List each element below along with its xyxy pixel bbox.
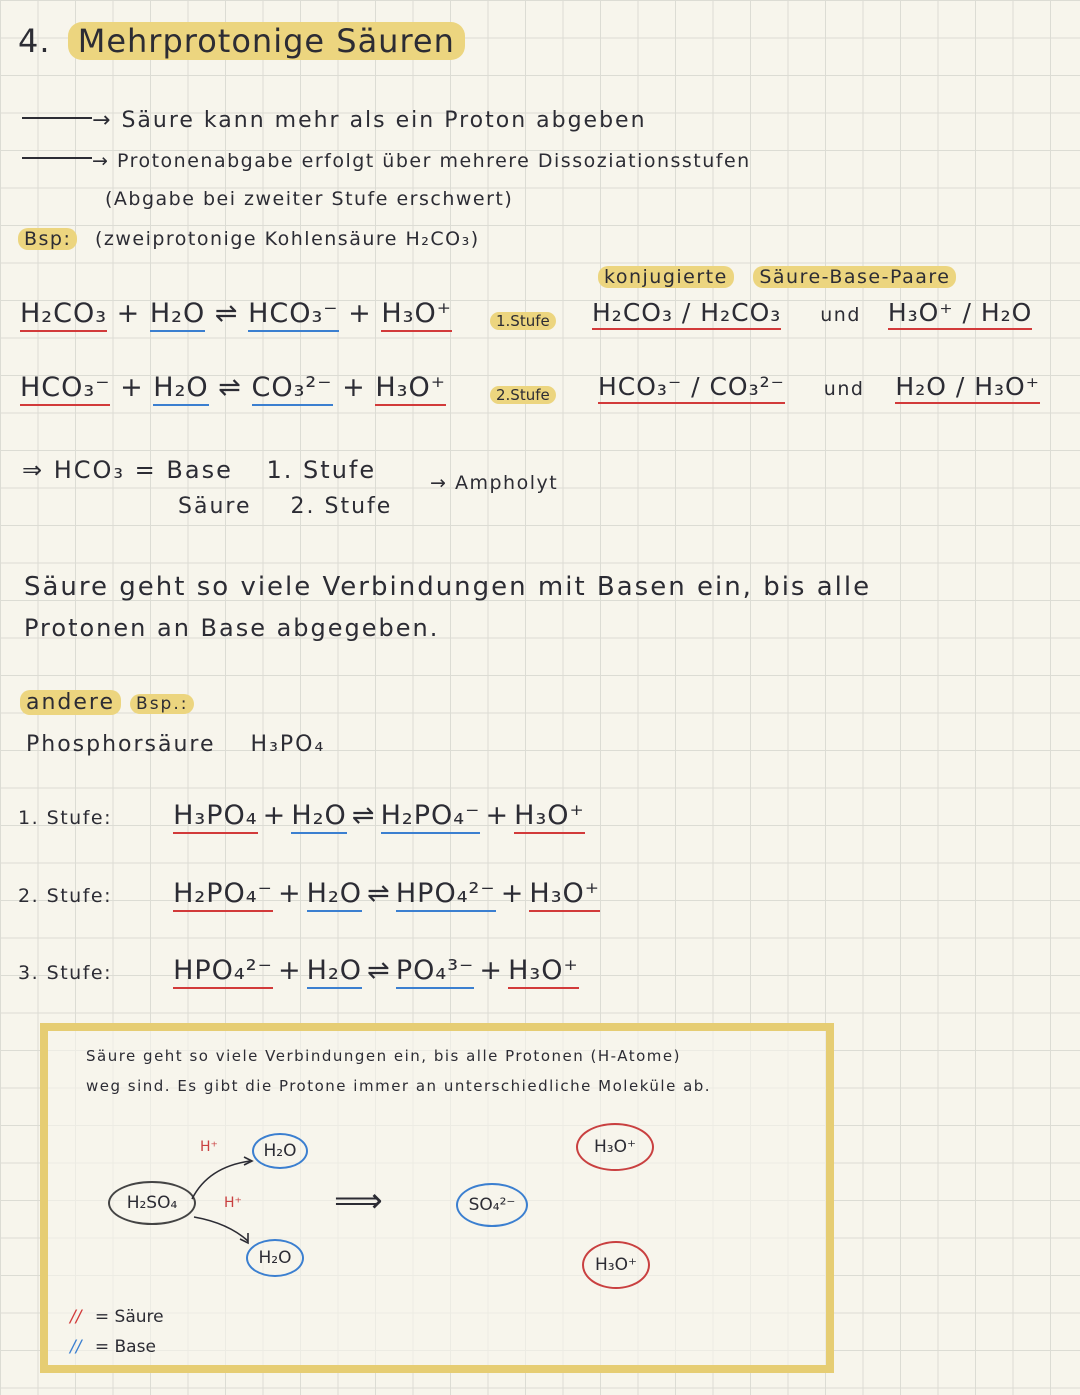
bullet-1 [22, 108, 647, 133]
eq-base: CO₃²⁻ [252, 372, 333, 406]
title-number: 4. [18, 22, 51, 60]
step-plus: + [479, 955, 504, 986]
step-reactant: H₂PO₄⁻ [173, 878, 273, 912]
equilibrium-arrow-icon: ⇌ [367, 955, 391, 986]
bullet-2 [22, 150, 751, 172]
pairs-stage-1 [592, 298, 1032, 327]
pairs-heading [598, 266, 956, 288]
phosphoric-acid-line [26, 732, 325, 757]
step-product: H₃O⁺ [529, 878, 600, 912]
acid-molecule: H₂SO₄ [108, 1181, 196, 1225]
example-label: Bsp: [18, 228, 77, 250]
bullet-arrow: → [92, 150, 110, 172]
step-label: 3. Stufe: [18, 962, 112, 984]
arrow-icon [22, 157, 92, 159]
step-label: 1. Stufe: [18, 807, 112, 829]
box-line-1: Säure geht so viele Verbindungen ein, bis alle Protonen (H-Atome) [86, 1047, 681, 1065]
conclusion-lead: ⇒ HCO₃ = Base [22, 456, 233, 484]
step-reactant: H₂O [307, 955, 362, 989]
legend-acid-marker-icon: // [70, 1307, 82, 1327]
phosphoric-step-3 [18, 955, 798, 986]
pair-and: und [820, 304, 861, 326]
eq-plus: + [348, 298, 372, 329]
conclusion-second-stage: 2. Stufe [290, 494, 393, 519]
eq-plus: + [116, 298, 141, 329]
phosphoric-step-2 [18, 878, 798, 909]
proton-label: H⁺ [200, 1139, 218, 1155]
step-product: H₃O⁺ [508, 955, 579, 989]
pair-text: H₂CO₃ / H₂CO₃ [592, 298, 781, 330]
equilibrium-arrow-icon: ⇌ [214, 298, 239, 329]
summary-box [40, 1023, 834, 1373]
legend-base-marker-icon: // [70, 1337, 82, 1357]
box-line-2: weg sind. Es gibt die Protone immer an unterschiedliche Moleküle ab. [86, 1077, 712, 1095]
conclusion-line-1 [22, 456, 376, 484]
pair-and: und [823, 378, 865, 400]
pair-text: HCO₃⁻ / CO₃²⁻ [598, 372, 785, 404]
pair-text: H₃O⁺ / H₂O [888, 298, 1033, 330]
step-product: H₂PO₄⁻ [381, 800, 481, 834]
legend-acid [70, 1307, 164, 1327]
proton-transfer-arrows-icon [188, 1149, 268, 1259]
conclusion-second: Säure [178, 494, 252, 519]
eq-base: H₂O [150, 298, 205, 332]
water-molecule: H₂O [252, 1133, 308, 1169]
step-reactant: H₃PO₄ [173, 800, 257, 834]
page-title [18, 22, 465, 60]
equilibrium-arrow-icon: ⇌ [367, 878, 391, 909]
hydronium-ion: H₃O⁺ [582, 1241, 650, 1289]
step-reactant: H₂O [291, 800, 346, 834]
step-product: H₃O⁺ [514, 800, 585, 834]
legend-base [70, 1337, 156, 1357]
arrow-icon [22, 117, 92, 119]
bullet-text: Protonenabgabe erfolgt über mehrere Dissoziationsstufen [116, 150, 751, 172]
legend-base-text: = Base [94, 1337, 156, 1357]
other-examples-label2: Bsp.: [130, 694, 194, 714]
eq-plus: + [120, 372, 144, 403]
example-line [18, 228, 480, 250]
legend-acid-text: = Säure [94, 1307, 164, 1327]
phosphoric-step-1 [18, 800, 798, 831]
eq-acid: H₃O⁺ [381, 298, 452, 332]
pairs-heading-suffix: Säure-Base-Paare [753, 266, 956, 288]
title-text: Mehrprotonige Säuren [68, 22, 465, 60]
sulfate-ion: SO₄²⁻ [456, 1183, 528, 1227]
eq-acid: H₃O⁺ [375, 372, 446, 406]
statement-line-2: Protonen an Base abgegeben. [24, 614, 440, 642]
other-examples-heading [20, 690, 194, 715]
stage-label: 1.Stufe [490, 312, 556, 330]
step-plus: + [262, 800, 287, 831]
step-plus: + [500, 878, 525, 909]
pairs-stage-2 [598, 372, 1040, 401]
stage-2-label [490, 386, 556, 404]
step-plus: + [277, 955, 302, 986]
step-label: 2. Stufe: [18, 885, 112, 907]
step-reactant: H₂O [307, 878, 362, 912]
eq-plus: + [342, 372, 366, 403]
eq-acid: HCO₃⁻ [20, 372, 110, 406]
ampholyte-note: → Ampholyt [430, 472, 559, 494]
pairs-heading-prefix: konjugierte [598, 266, 734, 288]
stage-label: 2.Stufe [490, 386, 556, 404]
proton-label: H⁺ [224, 1195, 242, 1211]
bullet-arrow: → [92, 108, 113, 133]
other-examples-label: andere [20, 690, 121, 715]
acid-name: Phosphorsäure [26, 732, 216, 757]
equation-stage-2 [20, 372, 446, 403]
eq-base: HCO₃⁻ [248, 298, 338, 332]
statement-line-1: Säure geht so viele Verbindungen mit Basen ein, bis alle [24, 572, 872, 602]
equation-stage-1 [20, 298, 452, 329]
example-text: (zweiprotonige Kohlensäure H₂CO₃) [94, 228, 480, 250]
reaction-arrow-icon: ⟹ [334, 1181, 383, 1221]
step-plus: + [485, 800, 510, 831]
equilibrium-arrow-icon: ⇌ [218, 372, 242, 403]
water-molecule: H₂O [246, 1239, 304, 1277]
step-product: HPO₄²⁻ [396, 878, 496, 912]
step-plus: + [277, 878, 302, 909]
equilibrium-arrow-icon: ⇌ [351, 800, 376, 831]
step-product: PO₄³⁻ [396, 955, 474, 989]
stage-1-label [490, 312, 556, 330]
bullet-text: Säure kann mehr als ein Proton abgeben [121, 108, 647, 133]
pair-text: H₂O / H₃O⁺ [895, 372, 1040, 404]
step-reactant: HPO₄²⁻ [173, 955, 273, 989]
conclusion-stage: 1. Stufe [266, 456, 377, 484]
hydronium-ion: H₃O⁺ [576, 1123, 654, 1171]
conclusion-line-2 [178, 494, 392, 519]
acid-formula: H₃PO₄ [250, 732, 326, 757]
bullet-note: (Abgabe bei zweiter Stufe erschwert) [105, 188, 514, 210]
eq-base: H₂O [153, 372, 208, 406]
eq-acid: H₂CO₃ [20, 298, 107, 332]
